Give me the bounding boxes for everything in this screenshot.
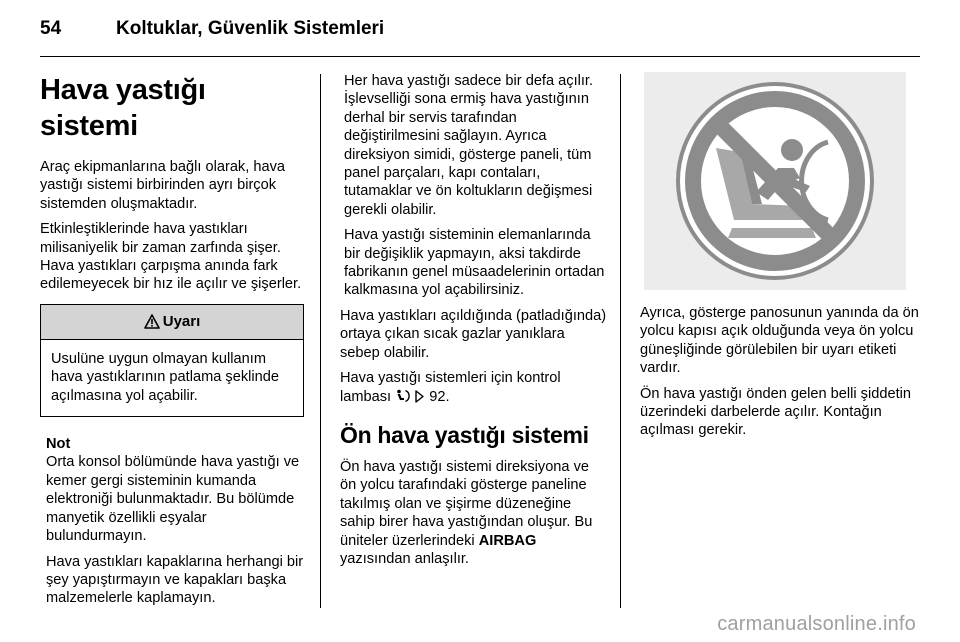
page-header xyxy=(40,18,920,52)
front-airbag-text: Ön hava yastığı sistemi direksiyona ve ön yolcu tarafındaki gösterge paneline takılmış olan ve şişirme düzeneğine sahip birer hava yastığından oluşur. Bu üniteler üzerlerindeki xyxy=(340,458,593,549)
running-title: Koltuklar, Güvenlik Sistemleri xyxy=(116,18,385,39)
paragraph: Her hava yastığı sadece bir defa açılır. İşlevselliği sona ermiş hava yastığının derhal bir servis tarafından değiştirilmesini sağlayın. Ayrıca direksiyon simidi, gösterge paneli, tüm panel parçaları, kapı contaları, tutamaklar ve ön koltukların değişmesi gerekli olabilir. xyxy=(344,73,594,218)
page-number: 54 xyxy=(40,18,62,39)
column-3 xyxy=(640,72,920,447)
header-rule xyxy=(40,56,920,57)
no-rear-facing-child-seat-icon xyxy=(644,72,906,290)
paragraph: Hava yastığı sisteminin elemanlarında bir değişiklik yapmayın, aksi takdirde fabrikanın genel müsaadelerinin ortadan kalkmasına yol açabilirsiniz. xyxy=(344,227,605,299)
note-label: Not xyxy=(46,436,71,453)
warning-box xyxy=(40,304,304,417)
column-divider-right xyxy=(620,74,621,608)
note-paragraph: Hava yastıkları kapaklarına herhangi bir şey yapıştırmayın ve kapakları başka malzemelerle kaplamayın. xyxy=(46,553,304,607)
column-2 xyxy=(340,72,608,575)
page-reference-arrow-icon xyxy=(414,390,425,403)
paragraph: Araç ekipmanlarına bağlı olarak, hava yastığı sistemi birbirinden ayrı birçok sistemden oluşmaktadır. xyxy=(40,159,285,212)
paragraph-control-lamp xyxy=(340,369,608,406)
paragraph: Ön hava yastığı önden gelen belli şiddetin üzerindeki darbelerde açılır. Kontağın açılması gerekir. xyxy=(640,385,911,439)
warning-text: Usulüne uygun olmayan kullanım hava yastıklarının patlama şeklinde açılmasına yol açabilir. xyxy=(51,350,279,404)
section-title-airbag-system: Hava yastığı sistemi xyxy=(40,74,206,142)
section-title-front-airbag: Ön hava yastığı sistemi xyxy=(340,421,589,448)
warning-label: Uyarı xyxy=(162,313,201,331)
note-block xyxy=(40,435,304,608)
column-divider-left xyxy=(320,74,321,608)
warning-header xyxy=(41,305,303,340)
watermark[interactable]: carmanualsonline.info xyxy=(717,613,916,635)
paragraph: Hava yastıkları açıldığında (patladığında) ortaya çıkan sıcak gazlar yanıklara sebep olabilir. xyxy=(340,307,607,361)
continued-text xyxy=(340,72,608,300)
control-lamp-text: Hava yastığı sistemleri için kontrol lambası xyxy=(340,370,561,405)
column-1 xyxy=(40,72,304,615)
paragraph: Etkinleştiklerinde hava yastıkları milisaniyelik bir zaman zarfında şişer. Hava yastıkları çarpışma anında fark edilemeyecek bir hız ile açılır ve şişerler. xyxy=(40,221,302,293)
airbag-lamp-icon xyxy=(395,389,410,403)
warning-body xyxy=(41,340,303,416)
airbag-label: AIRBAG xyxy=(478,532,537,549)
paragraph: Ayrıca, gösterge panosunun yanında da ön yolcu kapısı açık olduğunda veya ön yolcu güneşliğinde görülebilen bir uyarı etiketi vardır. xyxy=(640,305,919,377)
warning-triangle-icon xyxy=(144,314,160,329)
front-airbag-text-end: yazısından anlaşılır. xyxy=(340,550,469,567)
paragraph xyxy=(340,458,608,568)
note-paragraph: Orta konsol bölümünde hava yastığı ve kemer gergi sisteminin kumanda elektroniği bulunmaktadır. Bu bölümde manyetik özellikli eşyalar bulundurmayın. xyxy=(46,454,300,545)
page-reference: 92. xyxy=(429,388,450,405)
